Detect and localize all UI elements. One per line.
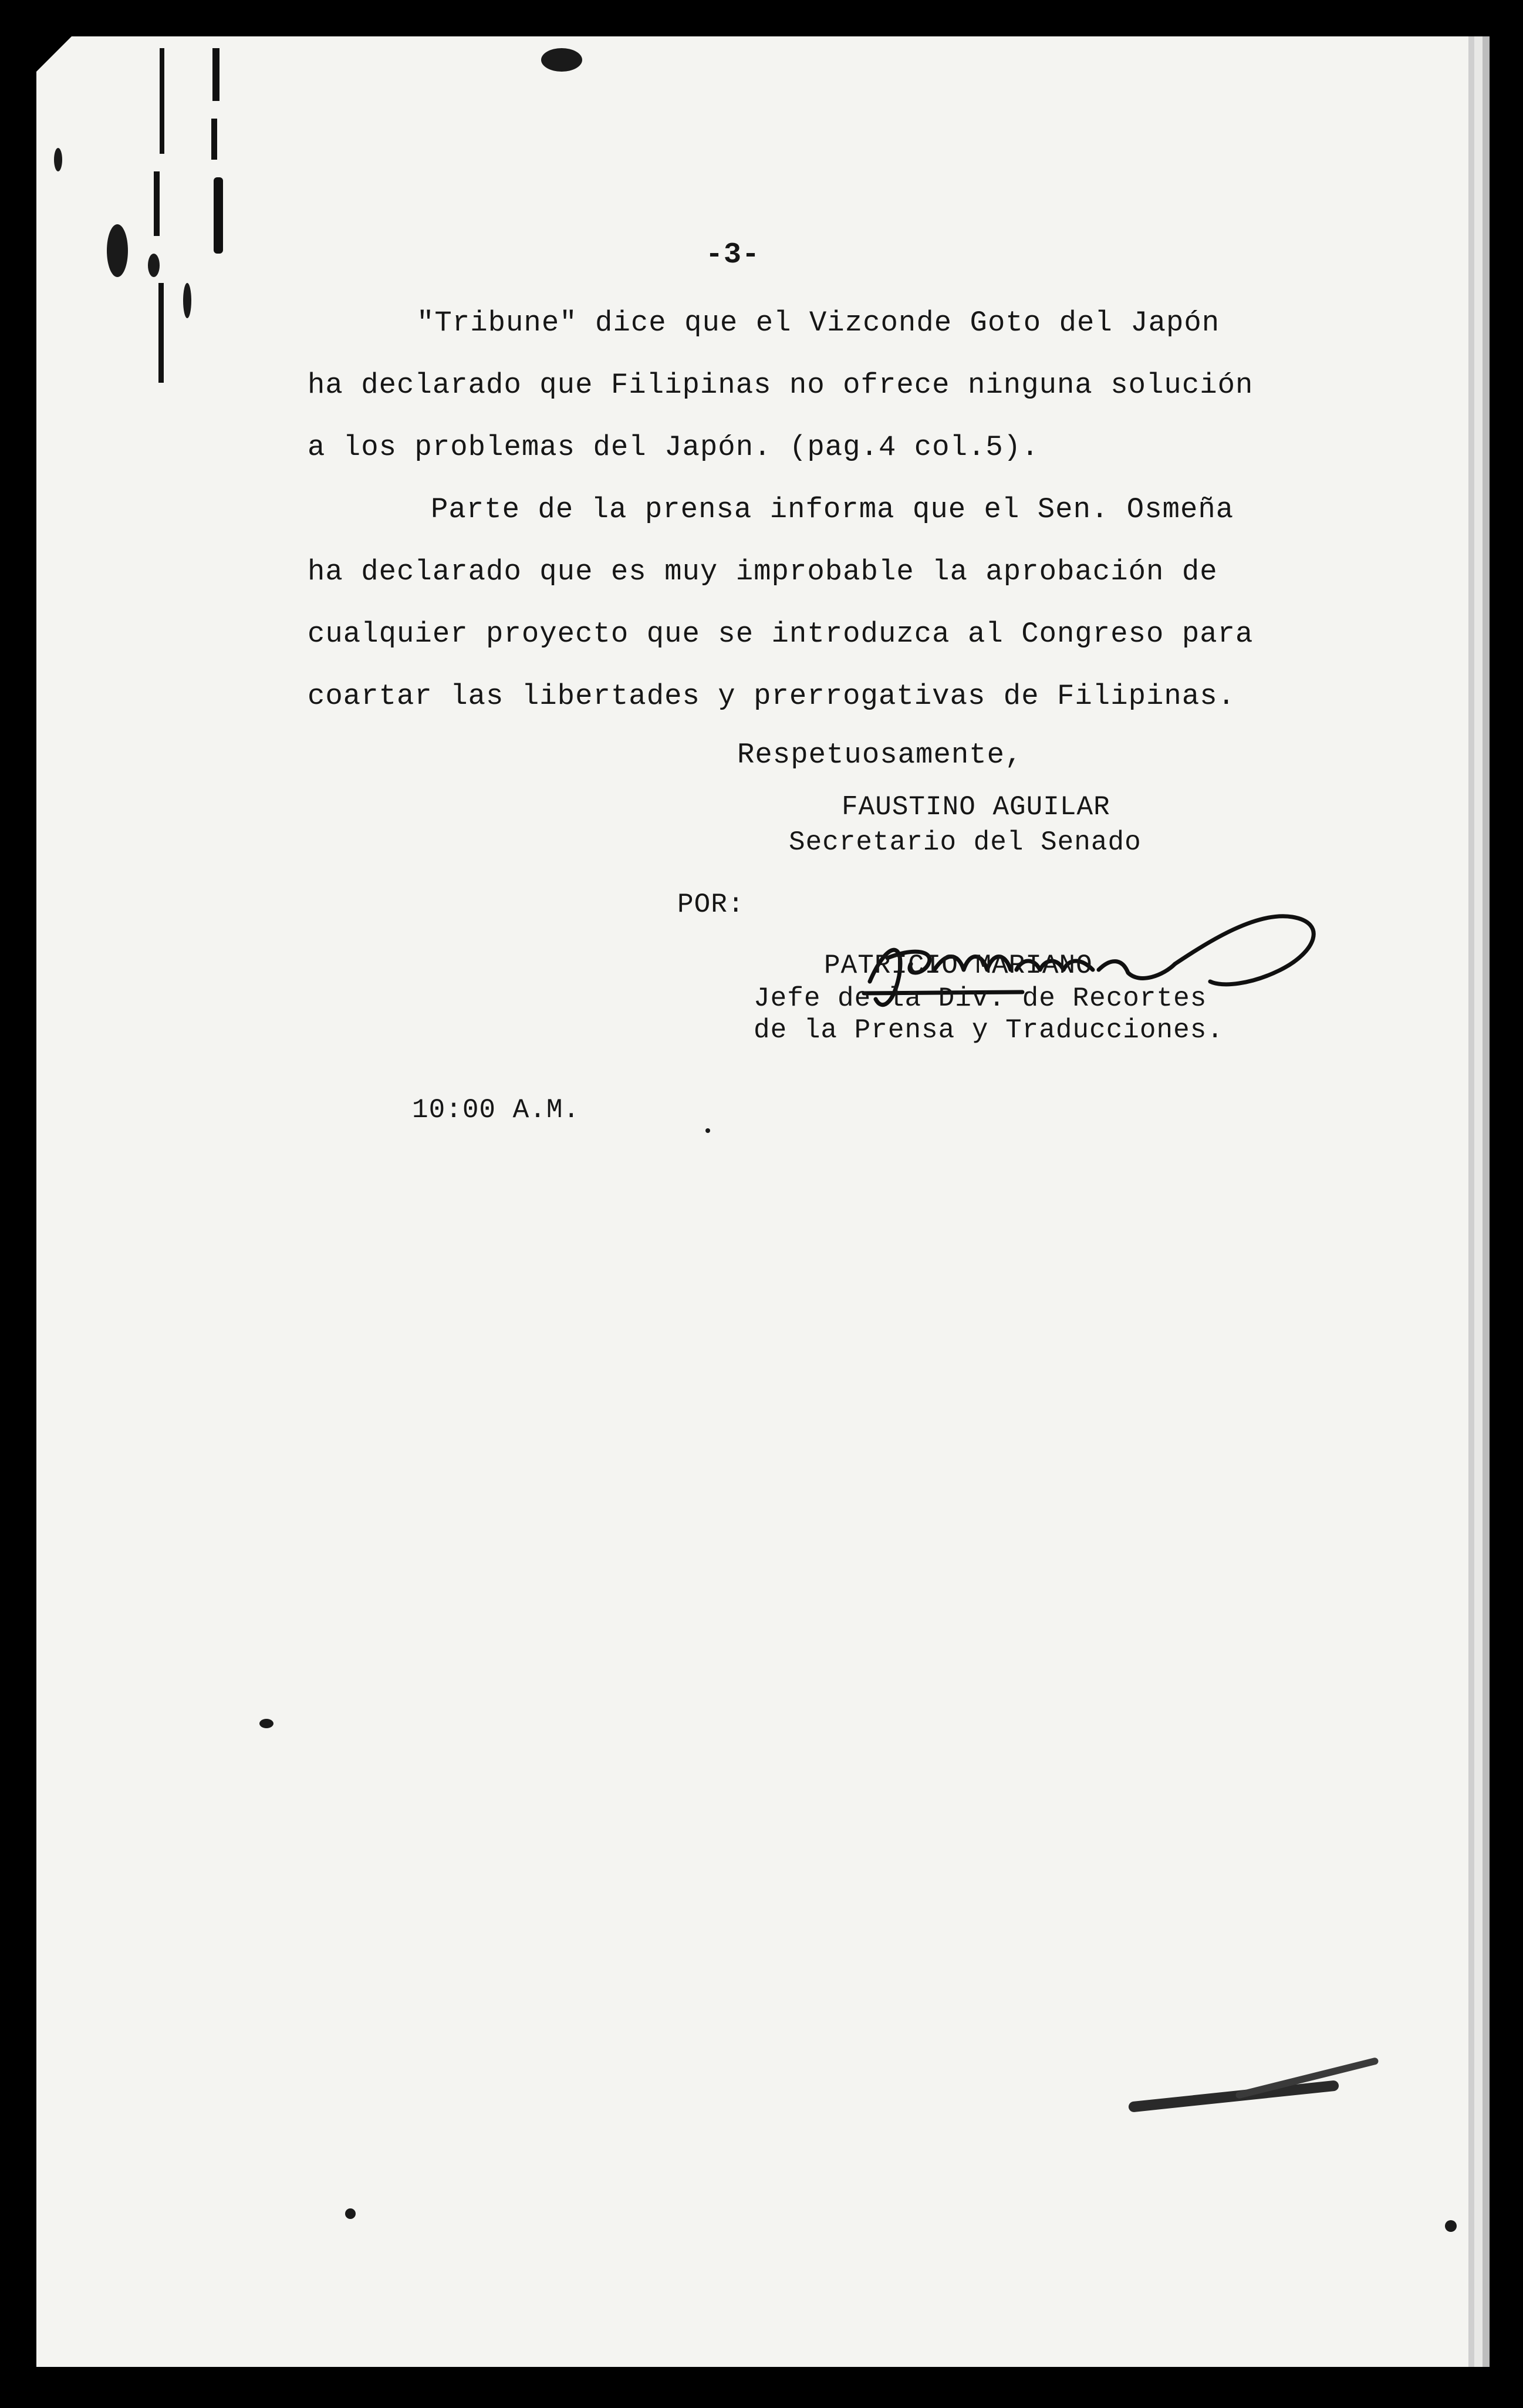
binding-mark bbox=[214, 177, 223, 254]
por-label: POR: bbox=[677, 889, 745, 920]
paragraph-2-line-2: ha declarado que es muy improbable la aprobación de bbox=[308, 555, 1218, 588]
ink-blot bbox=[54, 148, 62, 171]
paragraph-1-line-3: a los problemas del Japón. (pag.4 col.5). bbox=[308, 431, 1039, 464]
binding-mark bbox=[154, 171, 160, 236]
agent-name: PATRICIO MARIANO bbox=[824, 950, 1093, 981]
agent-title-line-2: de la Prensa y Traducciones. bbox=[754, 1015, 1224, 1046]
signer-name: FAUSTINO AGUILAR bbox=[842, 792, 1110, 822]
page-number: -3- bbox=[705, 238, 761, 272]
agent-title-line-1: Jefe de la Div. de Recortes bbox=[754, 983, 1207, 1014]
ink-blot bbox=[183, 283, 191, 318]
binding-mark bbox=[211, 119, 217, 160]
ink-blot bbox=[541, 48, 582, 72]
timestamp: 10:00 A.M. bbox=[412, 1095, 580, 1125]
binding-mark bbox=[160, 48, 164, 154]
ink-blot bbox=[148, 254, 160, 277]
ink-blot bbox=[107, 224, 128, 277]
paragraph-2-line-4: coartar las libertades y prerrogativas de Filipinas. bbox=[308, 680, 1236, 713]
paragraph-2-line-3: cualquier proyecto que se introduzca al Congreso para bbox=[308, 618, 1254, 650]
ink-spot bbox=[705, 1128, 710, 1133]
paragraph-1-line-2: ha declarado que Filipinas no ofrece ninguna solución bbox=[308, 369, 1254, 402]
stain-streak bbox=[1128, 2080, 1339, 2113]
document-page bbox=[36, 36, 1474, 2367]
paragraph-2-line-1: Parte de la prensa informa que el Sen. Osmeña bbox=[431, 493, 1234, 526]
binding-mark bbox=[158, 283, 164, 383]
folded-corner bbox=[36, 36, 72, 72]
paragraph-1-line-1: "Tribune" dice que el Vizconde Goto del Japón bbox=[417, 306, 1220, 339]
ink-spot bbox=[259, 1719, 273, 1728]
ink-spot bbox=[1445, 2220, 1457, 2232]
binding-mark bbox=[212, 48, 219, 101]
salutation: Respetuosamente, bbox=[737, 738, 1023, 771]
signer-title: Secretario del Senado bbox=[789, 827, 1142, 858]
ink-spot bbox=[345, 2208, 356, 2219]
